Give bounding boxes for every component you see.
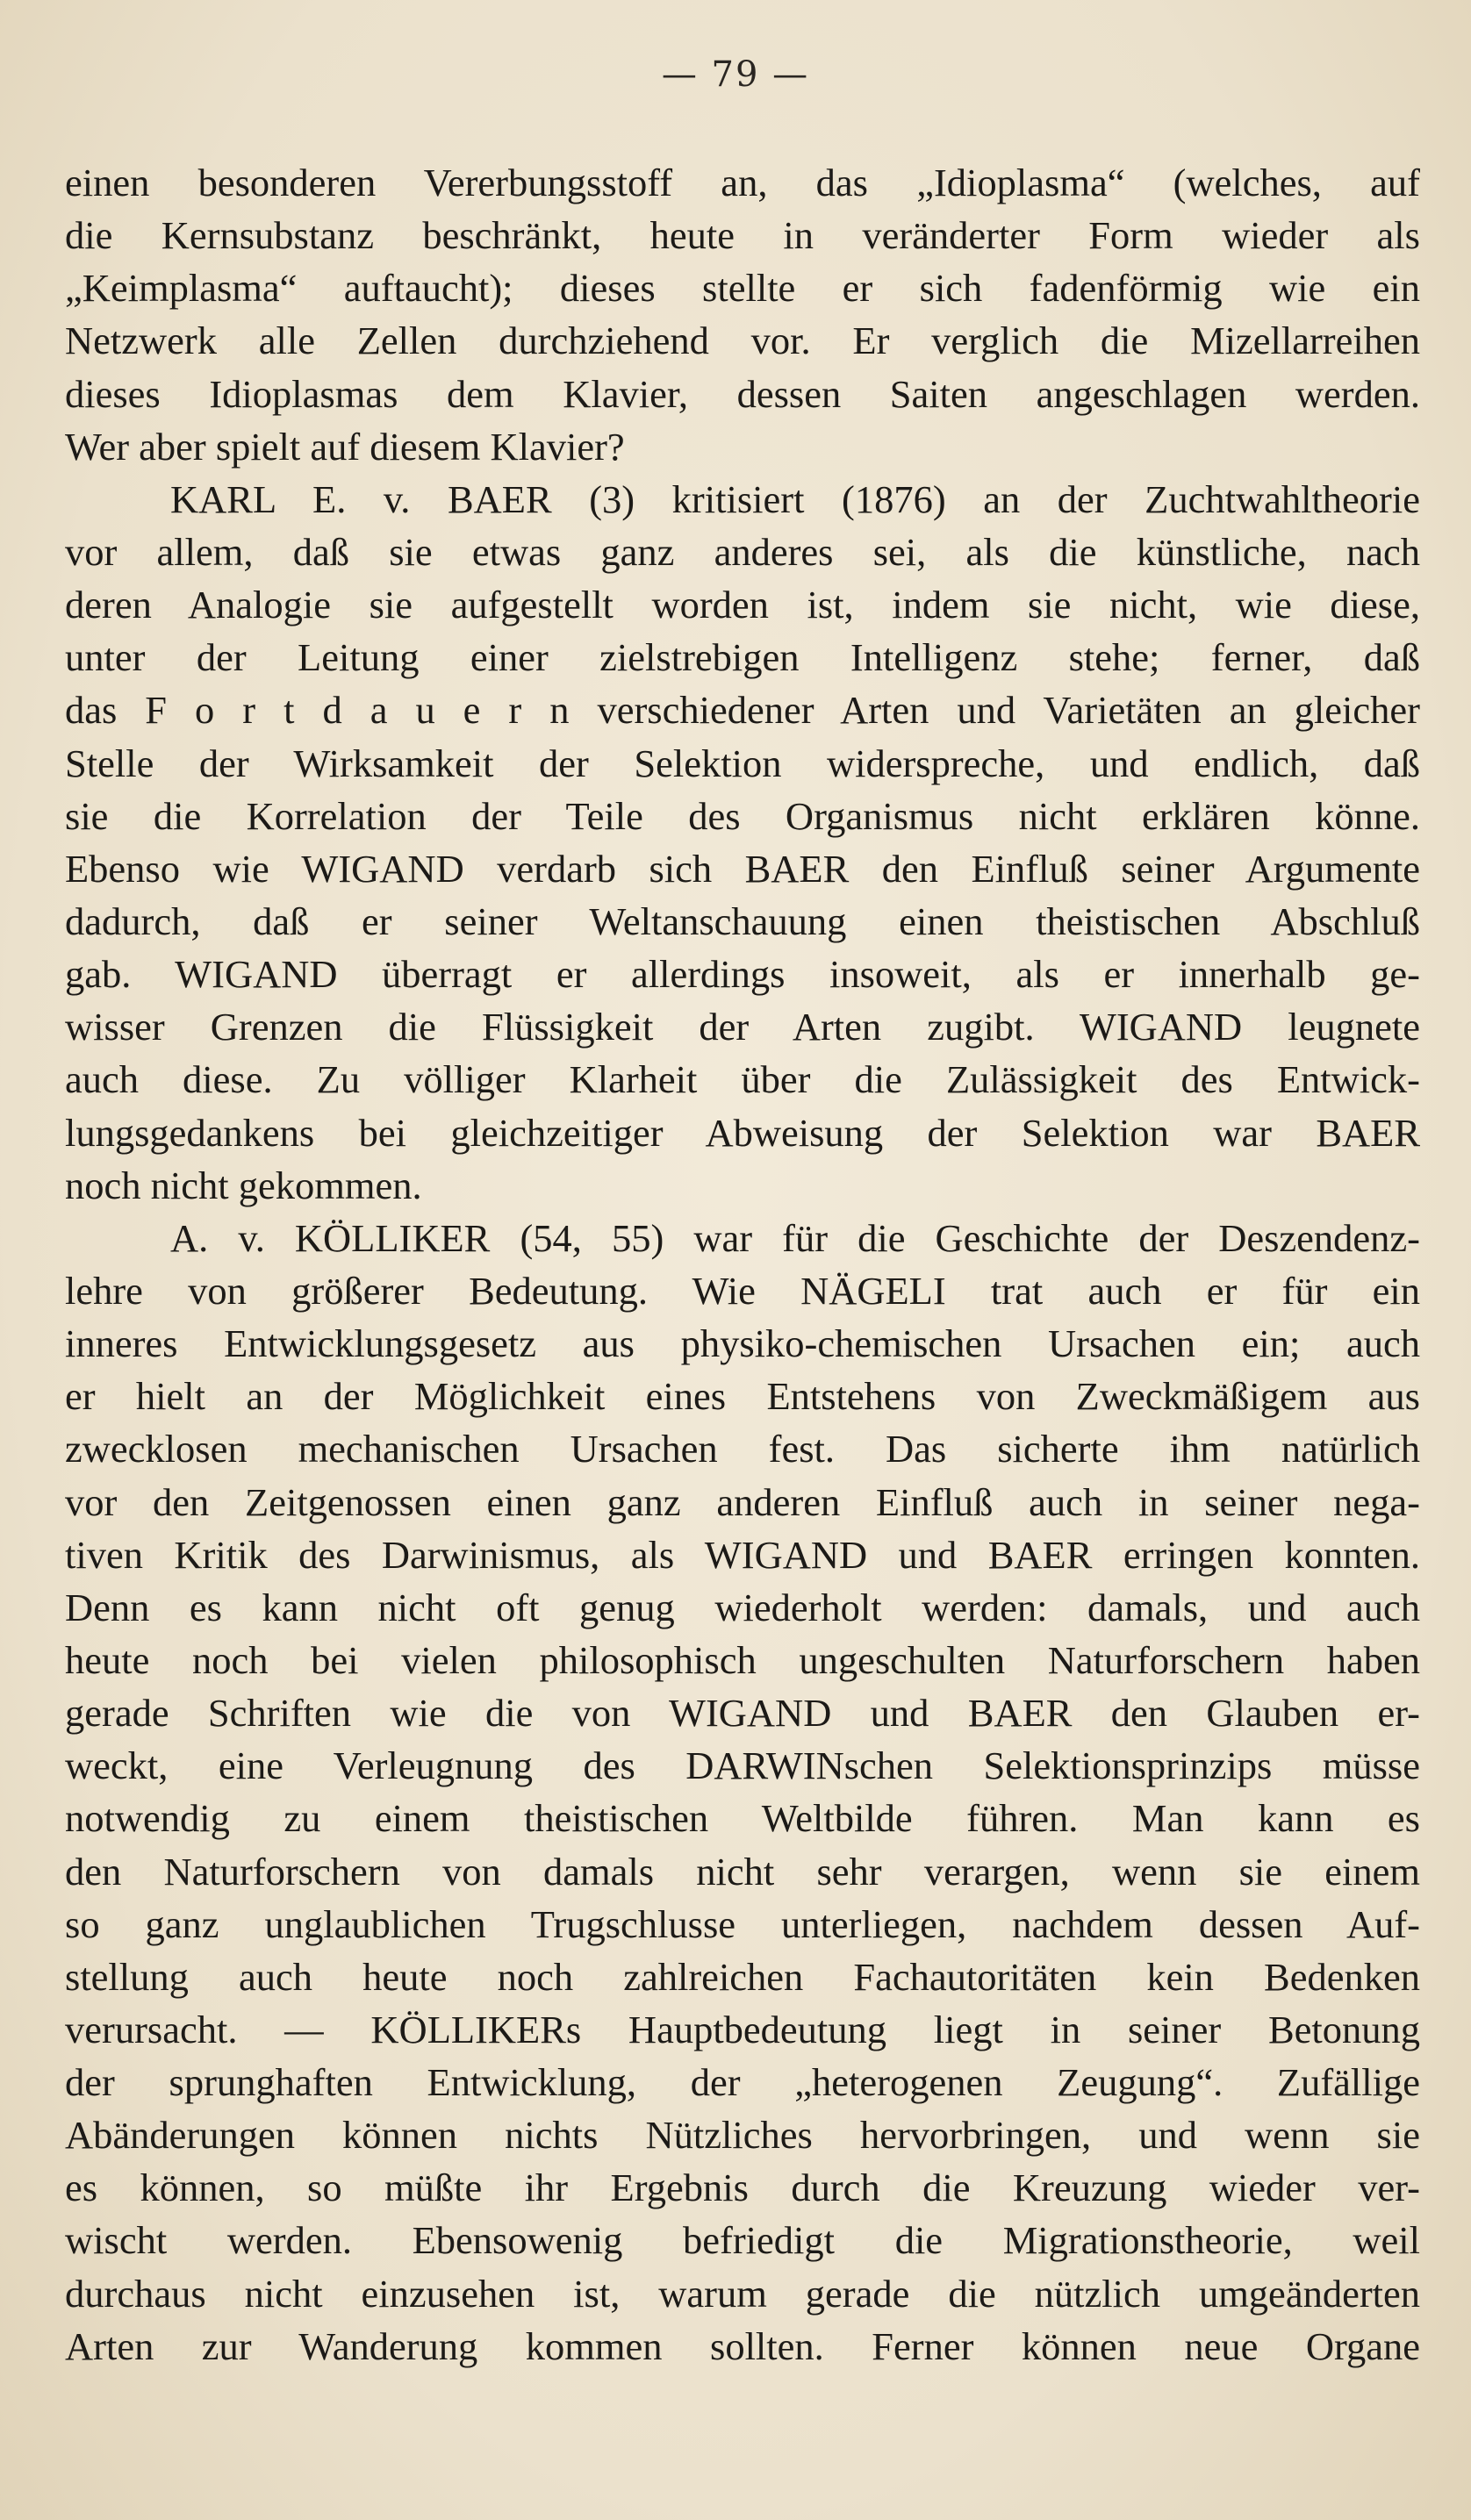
- text-line: der sprunghaften Entwicklung, der „heterogenen Zeugung“. Zufällige: [65, 2060, 1420, 2105]
- text-line: gerade Schriften wie die von WIGAND und BAER den Glauben er-: [65, 1691, 1420, 1736]
- text-line: den Naturforschern von damals nicht sehr verargen, wenn sie einem: [65, 1849, 1420, 1894]
- text-line: stellung auch heute noch zahlreichen Fachautoritäten kein Bedenken: [65, 1954, 1420, 1999]
- text-line: Abänderungen können nichts Nützliches hervorbringen, und wenn sie: [65, 2113, 1420, 2158]
- text-line: dieses Idioplasmas dem Klavier, dessen Saiten angeschlagen werden.: [65, 371, 1420, 416]
- text-line: die Kernsubstanz beschränkt, heute in veränderter Form wieder als: [65, 213, 1420, 258]
- text-line: so ganz unglaublichen Trugschlusse unterliegen, nachdem dessen Auf-: [65, 1901, 1420, 1946]
- text-line: lehre von größerer Bedeutung. Wie NÄGELI trat auch er für ein: [65, 1268, 1420, 1313]
- text-line: Stelle der Wirksamkeit der Selektion widerspreche, und endlich, daß: [65, 741, 1420, 785]
- text-line: tiven Kritik des Darwinismus, als WIGAND und BAER erringen konnten.: [65, 1532, 1420, 1577]
- text-line: Wer aber spielt auf diesem Klavier?: [65, 424, 625, 469]
- text-line: das F o r t d a u e r n verschiedener Arten und Varietäten an gleicher: [65, 688, 1420, 733]
- text-line: Denn es kann nicht oft genug wiederholt werden: damals, und auch: [65, 1585, 1420, 1629]
- text-line: wischt werden. Ebensowenig befriedigt die Migrationstheorie, weil: [65, 2218, 1420, 2263]
- text-line: heute noch bei vielen philosophisch ungeschulten Naturforschern haben: [65, 1637, 1420, 1682]
- text-line: A. v. KÖLLIKER (54, 55) war für die Geschichte der Deszendenz-: [170, 1215, 1420, 1260]
- text-line: notwendig zu einem theistischen Weltbilde führen. Man kann es: [65, 1796, 1420, 1841]
- text-line: KARL E. v. BAER (3) kritisiert (1876) an der Zuchtwahltheorie: [170, 476, 1420, 521]
- text-line: verursacht. — KÖLLIKERs Hauptbedeutung liegt in seiner Betonung: [65, 2007, 1420, 2051]
- text-line: vor allem, daß sie etwas ganz anderes sei, als die künstliche, nach: [65, 529, 1420, 574]
- text-line: noch nicht gekommen.: [65, 1163, 422, 1207]
- text-line: dadurch, daß er seiner Weltanschauung einen theistischen Abschluß: [65, 898, 1420, 943]
- text-line: es können, so müßte ihr Ergebnis durch die Kreuzung wieder ver-: [65, 2166, 1420, 2210]
- text-line: vor den Zeitgenossen einen ganz anderen Einfluß auch in seiner nega-: [65, 1479, 1420, 1524]
- text-line: inneres Entwicklungsgesetz aus physiko-chemischen Ursachen ein; auch: [65, 1321, 1420, 1366]
- text-line: Netzwerk alle Zellen durchziehend vor. Er verglich die Mizellarreihen: [65, 319, 1420, 363]
- body-text: [65, 156, 1420, 2373]
- text-line: Ebenso wie WIGAND verdarb sich BAER den Einfluß seiner Argumente: [65, 846, 1420, 891]
- text-line: er hielt an der Möglichkeit eines Entstehens von Zweckmäßigem aus: [65, 1374, 1420, 1419]
- text-line: lungsgedankens bei gleichzeitiger Abweisung der Selektion war BAER: [65, 1110, 1420, 1155]
- text-line: Arten zur Wanderung kommen sollten. Ferner können neue Organe: [65, 2323, 1420, 2368]
- text-line: einen besonderen Vererbungsstoff an, das „Idioplasma“ (welches, auf: [65, 161, 1420, 204]
- text-line: „Keimplasma“ auftaucht); dieses stellte er sich fadenförmig wie ein: [65, 266, 1420, 311]
- text-line: durchaus nicht einzusehen ist, warum gerade die nützlich umgeänderten: [65, 2271, 1420, 2316]
- text-line: sie die Korrelation der Teile des Organismus nicht erklären könne.: [65, 793, 1420, 838]
- text-line: weckt, eine Verleugnung des DARWINschen Selektionsprinzips müsse: [65, 1743, 1420, 1788]
- page-number: — 79 —: [661, 54, 810, 95]
- text-line: unter der Leitung einer zielstrebigen Intelligenz stehe; ferner, daß: [65, 635, 1420, 680]
- text-line: gab. WIGAND überragt er allerdings insoweit, als er innerhalb ge-: [65, 952, 1420, 997]
- text-line: deren Analogie sie aufgestellt worden ist, indem sie nicht, wie diese,: [65, 583, 1420, 627]
- text-line: auch diese. Zu völliger Klarheit über die Zulässigkeit des Entwick-: [65, 1057, 1420, 1102]
- text-line: zwecklosen mechanischen Ursachen fest. Das sicherte ihm natürlich: [65, 1427, 1420, 1471]
- text-line: wisser Grenzen die Flüssigkeit der Arten zugibt. WIGAND leugnete: [65, 1005, 1420, 1049]
